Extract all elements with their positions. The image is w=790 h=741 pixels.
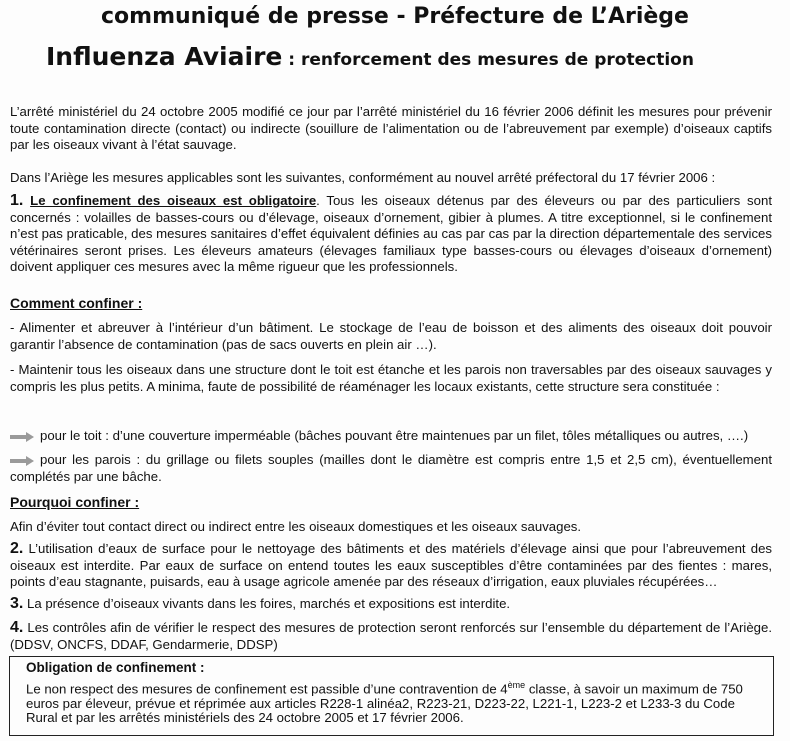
arrow-right-icon <box>10 433 34 441</box>
subtitle-main: Influenza Aviaire <box>46 42 283 71</box>
measure-2-number: 2. <box>10 540 24 557</box>
obligation-sup: ème <box>507 680 526 690</box>
measure-4-text: Les contrôles afin de vérifier le respect des mesures de protection seront renforcés sur l’ensemble du département de l’Ariège. (DDSV, ONCFS, DDAF, Gendarmerie, DDSP) <box>10 620 772 652</box>
walls-item <box>10 452 772 485</box>
obligation-title: Obligation de confinement : <box>26 660 205 675</box>
measure-3-text: La présence d’oiseaux vivants dans les foires, marchés et expositions est interdite. <box>23 596 511 611</box>
obligation-text-a: Le non respect des mesures de confinement est passible d’une contravention de 4 <box>26 681 508 697</box>
measure-1-text: . Tous les oiseaux détenus par des éleveurs ou par des particuliers sont concernés : volailles de basses-cours ou d’élevage, oiseaux d’ornement, gibier à plumes. A titre exceptionnel, si le confinement n’est pas praticable, des mesures sanitaires d’effet équivalent définies au cas par cas par la direction départementale des services vétérinaires seront prises. Les éleveurs amateurs (élevages familiaux type basses-cours ou élevages d’oiseaux d’ornement) doivent appliquer ces mesures avec la même rigueur que les professionnels. <box>10 193 772 274</box>
walls-text: pour les parois : du grillage ou filets souples (mailles dont le diamètre est compris entre 1,5 et 2,5 cm), éventuellement complétés par une bâche. <box>10 452 772 484</box>
obligation-text-b: classe, à savoir un maximum de 750 euros par éleveur, prévue et réprimée aux articles R228-1 alinéa2, R223-21, D223-22, L221-1, L223-2 et L233-3 du Code Rural et par les arrêtés ministériels des 24 octobre 2005 et 17 février 2006. <box>26 681 743 725</box>
intro-measures-paragraph: Dans l’Ariège les mesures applicables sont les suivantes, conformément au nouvel arrêté préfectoral du 17 février 2006 : <box>10 170 716 185</box>
measure-2-text: L’utilisation d’eaux de surface pour le nettoyage des bâtiments et des matériels d’élevage ainsi que pour l’abreuvement des oiseaux est interdite. Par eaux de surface on entend toutes les eaux susceptibles d’être contaminées par des fientes : mares, points d’eau stagnante, puisards, eau à usage agricole amenée par des réseaux d’irrigation, eaux pluviales récupérées… <box>10 541 772 589</box>
measure-2 <box>10 541 772 591</box>
comment-item-1: - Alimenter et abreuver à l’intérieur d’un bâtiment. Le stockage de l’eau de boisson et des aliments des oiseaux doit pouvoir garantir l’absence de contamination (pas de sacs ouverts en plein air …). <box>10 320 772 352</box>
intro-paragraph: L’arrêté ministériel du 24 octobre 2005 modifié ce jour par l’arrêté ministériel du 16 février 2006 définit les mesures pour prévenir toute contamination directe (contact) ou indirecte (souillure de l’alimentation ou de l’abreuvement par exemple) d’oiseaux captifs par les oiseaux vivant à l’état sauvage. <box>10 104 772 152</box>
arrow-right-icon <box>10 457 34 465</box>
obligation-box <box>9 656 774 736</box>
comment-item-2: - Maintenir tous les oiseaux dans une structure dont le toit est étanche et les parois non traversables par des oiseaux sauvages y compris les plus petits. A minima, faute de possibilité de réaménager les locaux existants, cette structure sera constituée : <box>10 362 772 394</box>
roof-text: pour le toit : d’une couverture imperméable (bâches pouvant être maintenues par un filet, tôles métalliques ou autres, ….) <box>40 428 749 443</box>
comment-confiner-heading: Comment confiner : <box>10 295 143 311</box>
measure-1-heading: Le confinement des oiseaux est obligatoire <box>30 193 317 208</box>
roof-item <box>10 428 772 445</box>
pourquoi-confiner-heading: Pourquoi confiner : <box>10 494 140 510</box>
obligation-text <box>26 678 764 725</box>
measure-4-number: 4. <box>10 619 24 636</box>
measure-1 <box>10 193 772 276</box>
measure-3 <box>10 596 772 613</box>
measure-4 <box>10 620 772 653</box>
subtitle-rest: : renforcement des mesures de protection <box>282 50 694 70</box>
measure-1-number: 1. <box>10 192 24 209</box>
page-title: communiqué de presse - Préfecture de L’Ariège <box>101 4 689 29</box>
page-subtitle <box>46 42 694 71</box>
measure-3-number: 3. <box>10 595 24 612</box>
pourquoi-text: Afin d’éviter tout contact direct ou indirect entre les oiseaux domestiques et les oiseaux sauvages. <box>10 519 582 534</box>
